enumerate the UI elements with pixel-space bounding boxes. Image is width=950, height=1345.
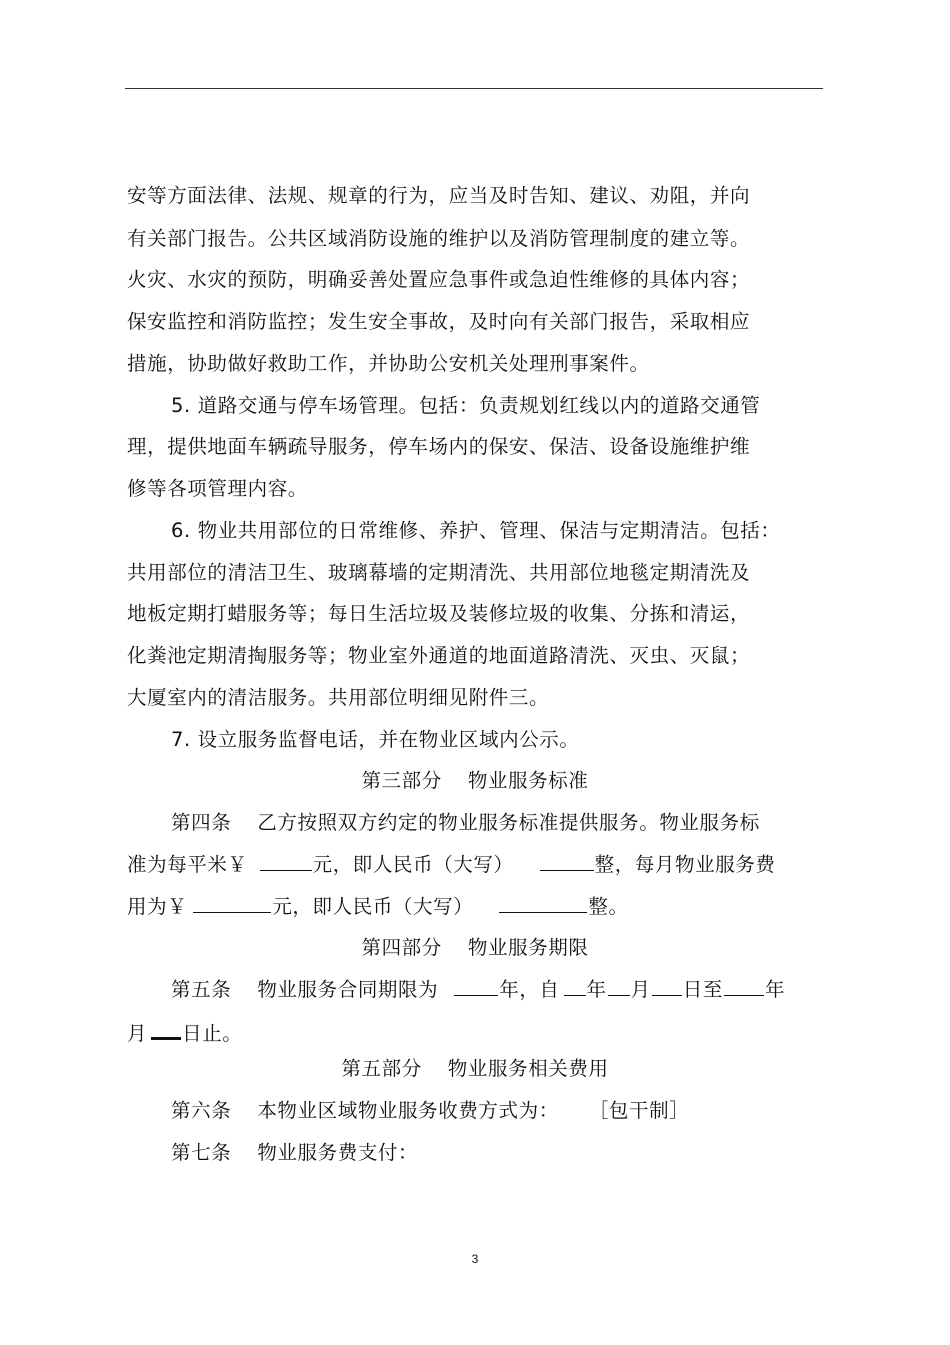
body-line: 化粪池定期清掏服务等；物业室外通道的地面道路清洗、灭虫、灭鼠； bbox=[127, 644, 751, 667]
blank-field[interactable] bbox=[564, 977, 586, 996]
blank-field[interactable] bbox=[193, 894, 271, 913]
page-number: 3 bbox=[471, 1252, 479, 1266]
body-line: 大厦室内的清洁服务。共用部位明细见附件三。 bbox=[127, 686, 550, 709]
section-heading-part3: 第三部分 物业服务标准 bbox=[361, 769, 589, 792]
body-line: 措施，协助做好救助工作，并协助公安机关处理刑事案件。 bbox=[127, 352, 650, 375]
article-4-line3: 用为￥ 元，即人民币（大写） 整。 bbox=[127, 895, 629, 918]
body-line: 理，提供地面车辆疏导服务，停车场内的保安、保洁、设备设施维护维 bbox=[127, 435, 751, 458]
body-line: 有关部门报告。公共区域消防设施的维护以及消防管理制度的建立等。 bbox=[127, 227, 751, 250]
blank-field[interactable] bbox=[454, 977, 498, 996]
blank-field[interactable] bbox=[608, 977, 630, 996]
body-line: 安等方面法律、法规、规章的行为，应当及时告知、建议、劝阻，并向 bbox=[127, 184, 751, 207]
section-heading-part5: 第五部分 物业服务相关费用 bbox=[341, 1057, 609, 1080]
item-5: 5. 道路交通与停车场管理。包括：负责规划红线以内的道路交通管 bbox=[171, 394, 761, 417]
body-line: 地板定期打蜡服务等；每日生活垃圾及装修垃圾的收集、分拣和清运， bbox=[127, 602, 751, 625]
body-line: 共用部位的清洁卫生、玻璃幕墙的定期清洗、共用部位地毯定期清洗及 bbox=[127, 561, 751, 584]
article-4-line1: 第四条 乙方按照双方约定的物业服务标准提供服务。物业服务标 bbox=[171, 811, 760, 834]
article-5-line1: 第五条 物业服务合同期限为 年，自 年 月 日至 年 bbox=[171, 978, 786, 1001]
blank-field[interactable] bbox=[260, 852, 312, 871]
article-7: 第七条 物业服务费支付： bbox=[171, 1141, 419, 1164]
blank-field[interactable] bbox=[151, 1019, 181, 1040]
section-heading-part4: 第四部分 物业服务期限 bbox=[361, 936, 589, 959]
body-line: 保安监控和消防监控；发生安全事故，及时向有关部门报告，采取相应 bbox=[127, 310, 751, 333]
header-rule bbox=[125, 88, 823, 89]
item-7: 7. 设立服务监督电话，并在物业区域内公示。 bbox=[171, 728, 580, 751]
blank-field[interactable] bbox=[724, 977, 764, 996]
body-line: 修等各项管理内容。 bbox=[127, 477, 308, 500]
article-6: 第六条 本物业区域物业服务收费方式为： ［包干制］ bbox=[171, 1099, 690, 1122]
article-4-line2: 准为每平米￥ 元，即人民币（大写） 整，每月物业服务费 bbox=[127, 853, 776, 876]
body-line: 火灾、水灾的预防，明确妥善处置应急事件或急迫性维修的具体内容； bbox=[127, 268, 751, 291]
blank-field[interactable] bbox=[652, 977, 682, 996]
item-6: 6. 物业共用部位的日常维修、养护、管理、保洁与定期清洁。包括： bbox=[171, 519, 781, 542]
article-5-line2: 月 日止。 bbox=[127, 1019, 242, 1047]
blank-field[interactable] bbox=[540, 852, 594, 871]
blank-field[interactable] bbox=[499, 894, 587, 913]
